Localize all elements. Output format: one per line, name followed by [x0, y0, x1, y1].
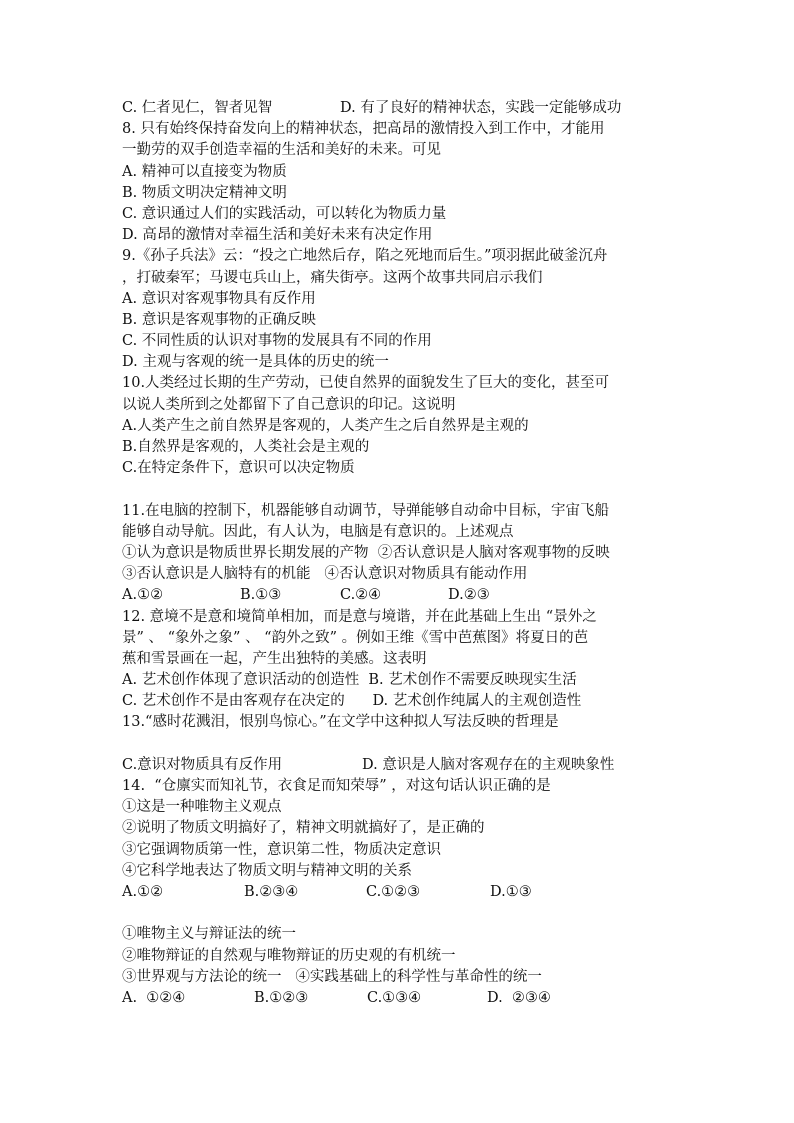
q11-statements-2: ③否认意识是人脑特有的机能 ④否认意识对物质具有能动作用 [122, 566, 528, 583]
question-text [122, 98, 682, 1009]
q14-statement-1: ①这是一种唯物主义观点 [122, 799, 282, 816]
option-b: B.①②③ [254, 989, 309, 1006]
option-b: B.②③④ [244, 883, 299, 900]
q15-options [122, 988, 682, 1009]
q11-stem-cont: 能够自动导航。因此，有人认为，电脑是有意识的。上述观点 [122, 523, 514, 540]
q10-option-a: A.人类产生之前自然界是客观的，人类产生之后自然界是主观的 [122, 417, 529, 434]
spacer [122, 479, 682, 500]
option-d: D. 有了良好的精神状态，实践一定能够成功 [340, 100, 622, 116]
q8-option-a: A. 精神可以直接变为物质 [122, 163, 287, 180]
q9-option-a: A. 意识对客观事物具有反作用 [122, 290, 316, 307]
option-a: A. ①②④ [122, 989, 186, 1006]
q12-options-cd: C. 艺术创作不是由客观存在决定的 D. 艺术创作纯属人的主观创造性 [122, 693, 582, 710]
q8-option-d: D. 高昂的激情对幸福生活和美好未来有决定作用 [122, 227, 433, 244]
q10-option-c: C.在特定条件下，意识可以决定物质 [122, 460, 355, 477]
q14-options [122, 882, 682, 903]
option-d: D.①③ [490, 883, 532, 900]
q13-stem: 13.“感时花溅泪，恨别鸟惊心。”在文学中这种拟人写法反映的哲理是 [122, 714, 559, 731]
q14-statement-2: ②说明了物质文明搞好了，精神文明就搞好了，是正确的 [122, 820, 485, 837]
q8-stem-cont: 一勤劳的双手创造幸福的生活和美好的未来。可见 [122, 142, 441, 159]
option-c: C.①②③ [366, 883, 421, 900]
q9-stem: 9.《孙子兵法》云：“投之亡地然后存，陷之死地而后生。”项羽据此破釜沉舟 [122, 248, 608, 265]
q11-stem: 11.在电脑的控制下，机器能够自动调节，导弹能够自动命中目标，宇宙飞船 [122, 502, 610, 519]
q7-options-cd [122, 98, 682, 119]
q9-option-d: D. 主观与客观的统一是具体的历史的统一 [122, 354, 389, 371]
q15-statement-2: ②唯物辩证的自然观与唯物辩证的历史观的有机统一 [122, 947, 456, 964]
q12-options-ab: A. 艺术创作体现了意识活动的创造性 B. 艺术创作不需要反映现实生活 [122, 672, 577, 689]
q15-statement-3: ③世界观与方法论的统一 ④实践基础上的科学性与革命性的统一 [122, 968, 542, 985]
option-c: C.意识对物质具有反作用 [122, 756, 283, 773]
q8-stem: 8. 只有始终保持奋发向上的精神状态，把高昂的激情投入到工作中，才能用 [122, 121, 605, 138]
q12-stem: 12. 意境不是意和境简单相加，而是意与境谐，并在此基础上生出 “景外之 [122, 608, 597, 625]
option-a: A.①② [122, 883, 164, 900]
q12-stem-cont2: 蕉和雪景画在一起，产生出独特的美感。这表明 [122, 650, 427, 667]
spacer [122, 903, 682, 924]
option-c: C. 仁者见仁，智者见智 [122, 100, 273, 116]
q11-options [122, 585, 682, 606]
q9-stem-cont: ，打破秦军；马谡屯兵山上，痛失街亭。这两个故事共同启示我们 [122, 269, 543, 286]
option-a: A.①② [122, 587, 164, 604]
option-d: D. ②③④ [487, 989, 551, 1006]
q14-stem: 14. “仓廪实而知礼节，衣食足而知荣辱” ，对这句话认识正确的是 [122, 778, 551, 794]
q8-option-c: C. 意识通过人们的实践活动，可以转化为物质力量 [122, 205, 447, 222]
q9-option-c: C. 不同性质的认识对事物的发展具有不同的作用 [122, 333, 432, 350]
q13-options-cd [122, 755, 682, 776]
q8-option-b: B. 物质文明决定精神文明 [122, 184, 287, 201]
q12-stem-cont: 景” 、 “象外之象” 、 “韵外之致” 。例如王维《雪中芭蕉图》将夏日的芭 [122, 629, 589, 646]
option-b: B.①③ [240, 587, 282, 604]
q14-statement-4: ④它科学地表达了物质文明与精神文明的关系 [122, 862, 412, 879]
option-d: D. 意识是人脑对客观存在的主观映象性 [362, 756, 615, 773]
q9-option-b: B. 意识是客观事物的正确反映 [122, 311, 316, 328]
option-c: C.②④ [340, 587, 382, 604]
q10-stem: 10.人类经过长期的生产劳动，已使自然界的面貌发生了巨大的变化，甚至可 [122, 375, 610, 392]
option-d: D.②③ [448, 587, 490, 604]
q15-statement-1: ①唯物主义与辩证法的统一 [122, 926, 296, 943]
q14-statement-3: ③它强调物质第一性，意识第二性，物质决定意识 [122, 841, 441, 858]
q10-option-b: B.自然界是客观的，人类社会是主观的 [122, 439, 370, 455]
spacer [122, 734, 682, 755]
q10-stem-cont: 以说人类所到之处都留下了自己意识的印记。这说明 [122, 396, 456, 413]
q11-statements-1: ①认为意识是物质世界长期发展的产物 ②否认意识是人脑对客观事物的反映 [122, 544, 610, 561]
option-c: C.①③④ [367, 989, 422, 1006]
